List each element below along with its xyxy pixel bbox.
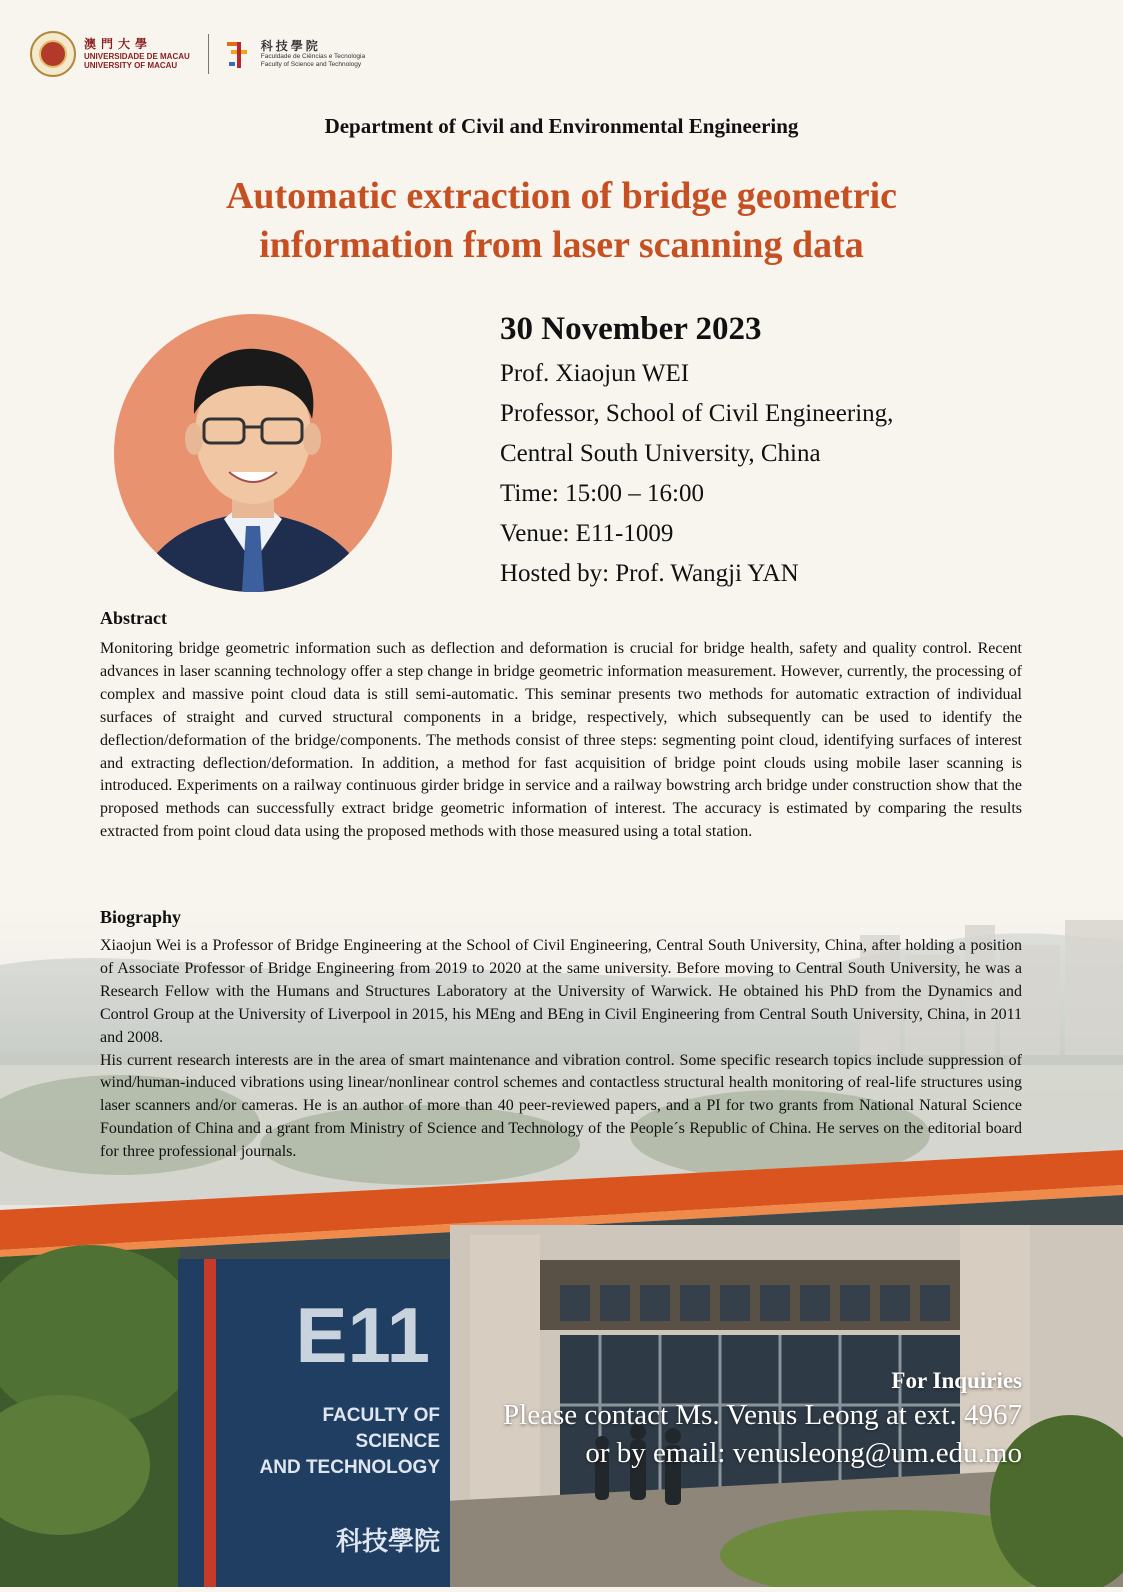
inquiries-heading: For Inquiries bbox=[891, 1368, 1022, 1393]
biography-paragraph-2: His current research interests are in the area of smart maintenance and vibration control. Some specific research topics include suppression of wind/human-induced vibrations using linear/nonlinear control schemes and contactless structural health monitoring of real-life structures using laser scanners and/or cameras. He is an author of more than 40 peer-reviewed papers, and a PI for two grants from National Natural Science Foundation of China and a grant from Ministry of Science and Technology of the People´s Republic of China. He serves on the editorial board for three professional journals. bbox=[100, 1051, 1022, 1161]
inquiries-email-line: or by email: venusleong@um.edu.mo bbox=[585, 1437, 1022, 1469]
title-line-1: Automatic extraction of bridge geometric bbox=[225, 175, 898, 217]
um-name-pt: UNIVERSIDADE DE MACAU bbox=[84, 51, 190, 61]
inquiries-contact-line: Please contact Ms. Venus Leong at ext. 4967 bbox=[503, 1399, 1022, 1431]
event-info bbox=[500, 308, 1060, 594]
biography-text bbox=[100, 935, 1022, 1164]
building-sign-line1: FACULTY OF SCIENCE bbox=[322, 1405, 440, 1452]
title-line-2: information from laser scanning data bbox=[259, 224, 864, 266]
um-name-cn: 澳門大學 bbox=[84, 36, 153, 51]
speaker-position: Professor, School of Civil Engineering, bbox=[500, 400, 894, 427]
building-sign-line2: AND TECHNOLOGY bbox=[259, 1457, 440, 1478]
event-venue: Venue: E11-1009 bbox=[500, 520, 674, 547]
inquiries-block bbox=[503, 1366, 1022, 1472]
fst-name-cn: 科技學院 bbox=[260, 39, 321, 53]
event-time: Time: 15:00 – 16:00 bbox=[500, 480, 704, 507]
um-name-en: UNIVERSITY OF MACAU bbox=[84, 60, 178, 70]
logo-divider bbox=[208, 34, 209, 74]
department-heading: Department of Civil and Environmental Engineering bbox=[324, 114, 799, 138]
abstract-text: Monitoring bridge geometric information such as deflection and deformation is crucial for bridge health, safety and quality control. Recent advances in laser scanning technology offer a step change in bridge geometric information measurement. However, currently, the processing of complex and massive point cloud data is still semi-automatic. This seminar presents two methods for automatic extraction of individual surfaces of straight and curved structural components in a bridge, respectively, which subsequently can be used to identify the deflection/deformation of the bridge/components. The methods consist of three steps: segmenting point cloud, identifying surfaces of interest and extracting deflection/deformation. In addition, a method for fast acquisition of bridge point clouds using mobile laser scanning is introduced. Experiments on a railway continuous girder bridge in service and a railway bowstring arch bridge under construction show that the proposed methods can successfully extract bridge geometric information of interest. The accuracy is estimated by comparing the results extracted from point cloud data using the proposed methods with those measured using a total station. bbox=[100, 640, 1022, 841]
um-name bbox=[84, 38, 190, 70]
fst-name bbox=[261, 39, 365, 69]
biography-heading: Biography bbox=[100, 907, 182, 927]
speaker-name: Prof. Xiaojun WEI bbox=[500, 360, 690, 387]
building-number: E11 bbox=[295, 1291, 430, 1379]
header-logos bbox=[30, 30, 365, 78]
fst-name-en: Faculty of Science and Technology bbox=[260, 61, 362, 69]
building-sign bbox=[240, 1291, 440, 1558]
um-seal-logo bbox=[30, 31, 76, 77]
building-sign-cn: 科技學院 bbox=[335, 1527, 440, 1557]
fst-name-pt: Faculdade de Ciências e Tecnologia bbox=[260, 53, 366, 61]
seminar-title bbox=[60, 172, 1063, 270]
fst-logo-icon bbox=[227, 36, 253, 72]
abstract-heading: Abstract bbox=[100, 608, 167, 628]
event-date: 30 November 2023 bbox=[500, 311, 762, 347]
speaker-portrait bbox=[114, 314, 392, 592]
event-host: Hosted by: Prof. Wangji YAN bbox=[500, 560, 799, 587]
speaker-affiliation: Central South University, China bbox=[500, 440, 821, 467]
biography-paragraph-1: Xiaojun Wei is a Professor of Bridge Engineering at the School of Civil Engineering, Central South University, China, after holding a position of Associate Professor of Bridge Engineering from 2019 to 2020 at the same university. Before moving to Central South University, he was a Research Fellow with the Humans and Structures Laboratory at the University of Warwick. He obtained his PhD from the Dynamics and Control Group at the University of Liverpool in 2015, his MEng and BEng in Civil Engineering from Central South University, China, in 2011 and 2008. bbox=[100, 937, 1022, 1046]
